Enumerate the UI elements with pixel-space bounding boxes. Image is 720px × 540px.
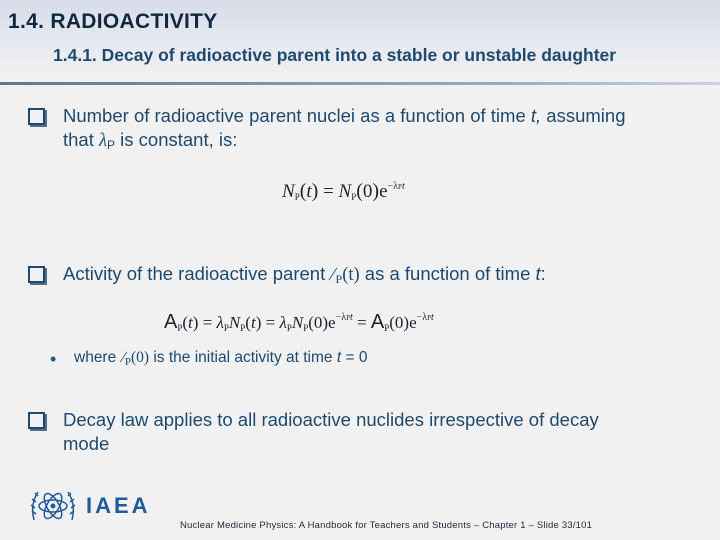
bullet-text: Activity of the radioactive parent (63, 263, 331, 284)
bullet-var: t (535, 263, 541, 284)
iaea-logo (28, 480, 158, 532)
activity-subscript: P (335, 272, 343, 286)
bullet-text: = 0 (341, 349, 368, 366)
lambda-subscript: P (107, 138, 116, 152)
bullet-text: Decay law applies to all radioactive nuclides irrespective of decay (63, 409, 599, 430)
bullet-text: Number of radioactive parent nuclei as a function of time (63, 105, 531, 126)
bullet-activity (28, 262, 688, 291)
bullet-text: mode (63, 433, 110, 454)
bullet-text: assuming (541, 105, 626, 126)
equation-activity: $A_P(t) = \lambda_PN_P(t) = \lambda_PN_P(0)e^{-\lambda Pt} = A_P(0)e^{-\lambda Pt}$ (164, 311, 434, 333)
bullet-var: t, (530, 105, 542, 126)
bullet-text: that (63, 129, 99, 150)
activity-arg: (0) (130, 349, 150, 366)
bullet-text: is constant, is: (115, 129, 238, 150)
bullet-dot-icon: • (50, 349, 57, 369)
bullet-var: t (336, 349, 342, 366)
lambda-symbol: λ (99, 131, 108, 151)
section-subtitle: 1.4.1. Decay of radioactive parent into a stable or unstable daughter (53, 45, 617, 65)
checkbox-bullet-icon (28, 266, 45, 283)
bullet-nuclei-count (28, 104, 688, 157)
header-divider (0, 82, 720, 85)
bullet-decay-law (28, 408, 688, 456)
bullet-text: is the initial activity at time (149, 349, 337, 366)
checkbox-bullet-icon (28, 412, 45, 429)
activity-symbol-icon: / (328, 265, 337, 285)
bullet-text: as a function of time (359, 263, 536, 284)
page-title: 1.4. RADIOACTIVITY (8, 10, 218, 33)
checkbox-bullet-icon (28, 108, 45, 125)
activity-arg: (t) (342, 265, 360, 285)
iaea-emblem-icon (28, 480, 158, 532)
activity-symbol-icon: / (119, 349, 127, 366)
sub-bullet-initial-activity (50, 349, 368, 369)
bullet-text: : (540, 263, 546, 284)
footer-citation: Nuclear Medicine Physics: A Handbook for Teachers and Students – Chapter 1 – Slide 33/101 (180, 520, 593, 531)
activity-subscript: P (124, 356, 131, 368)
bullet-text: where (74, 349, 121, 366)
svg-text:IAEA: IAEA (86, 493, 151, 518)
equation-nuclei-decay: $N_P(t) = N_P(0)e^{-\lambda Pt}$ (282, 180, 405, 202)
